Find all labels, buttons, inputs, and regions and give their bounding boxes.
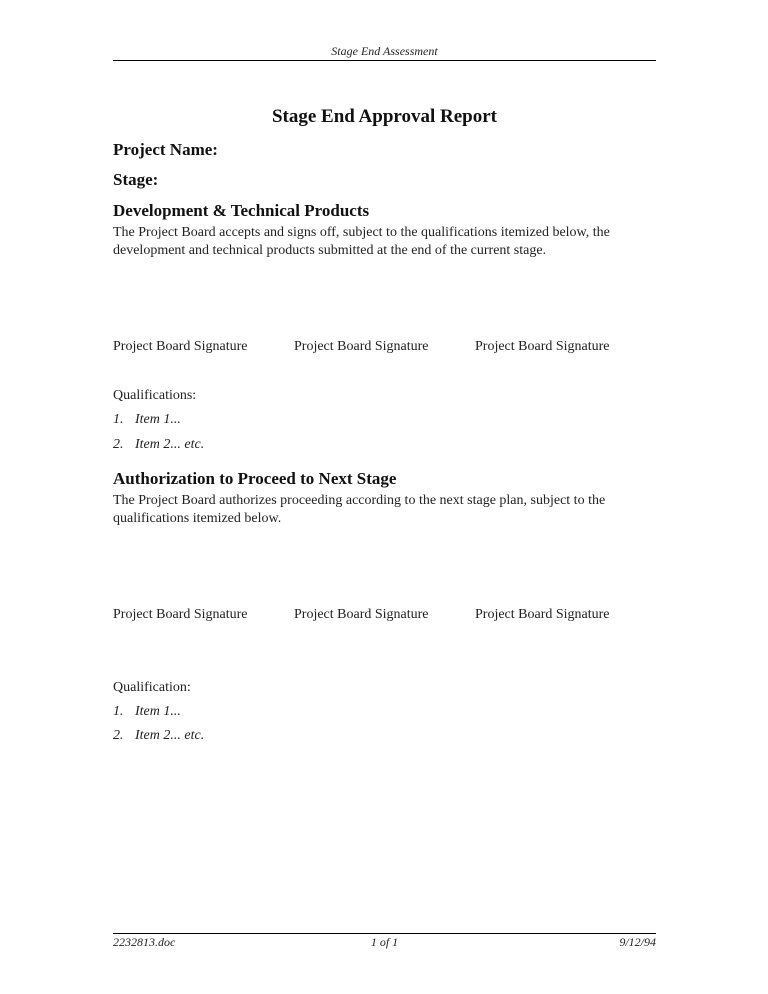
list-item — [113, 412, 181, 428]
list-number: 1. — [113, 704, 124, 719]
list-text: Item 2... etc. — [135, 437, 205, 452]
stage-label: Stage: — [113, 170, 159, 189]
list-number: 2. — [113, 728, 124, 743]
list-text: Item 1... — [135, 704, 181, 719]
document-page — [113, 0, 656, 994]
section-heading-development: Development & Technical Products — [113, 201, 370, 220]
signature-label: Project Board Signature — [475, 339, 610, 354]
list-item — [113, 704, 181, 720]
page-footer — [113, 935, 656, 950]
footer-filename: 2232813.doc — [113, 935, 176, 949]
footer-date: 9/12/94 — [619, 935, 656, 949]
qualification-label: Qualification: — [113, 680, 191, 695]
signature-row-authorization — [113, 607, 656, 623]
footer-page-number: 1 of 1 — [370, 935, 399, 949]
list-text: Item 2... etc. — [135, 728, 205, 743]
list-item — [113, 437, 204, 453]
project-name-label: Project Name: — [113, 140, 218, 159]
list-text: Item 1... — [135, 412, 181, 427]
section-heading-authorization: Authorization to Proceed to Next Stage — [113, 469, 397, 488]
header-divider — [113, 60, 656, 61]
list-item — [113, 728, 204, 744]
footer-divider — [113, 933, 656, 934]
authorization-paragraph: The Project Board authorizes proceeding according to the next stage plan, subject to the qualifications itemized below. — [113, 493, 606, 526]
page-header: Stage End Assessment — [331, 44, 438, 58]
signature-label: Project Board Signature — [294, 339, 429, 354]
signature-label: Project Board Signature — [113, 339, 248, 354]
document-title: Stage End Approval Report — [271, 106, 498, 127]
qualifications-label: Qualifications: — [113, 388, 197, 403]
signature-label: Project Board Signature — [294, 607, 429, 622]
signature-label: Project Board Signature — [475, 607, 610, 622]
signature-label: Project Board Signature — [113, 607, 248, 622]
signature-row-development — [113, 339, 656, 355]
development-paragraph: The Project Board accepts and signs off, subject to the qualifications itemized below, the development and technical products submitted at the end of the current stage. — [113, 225, 610, 258]
list-number: 1. — [113, 412, 124, 427]
list-number: 2. — [113, 437, 124, 452]
